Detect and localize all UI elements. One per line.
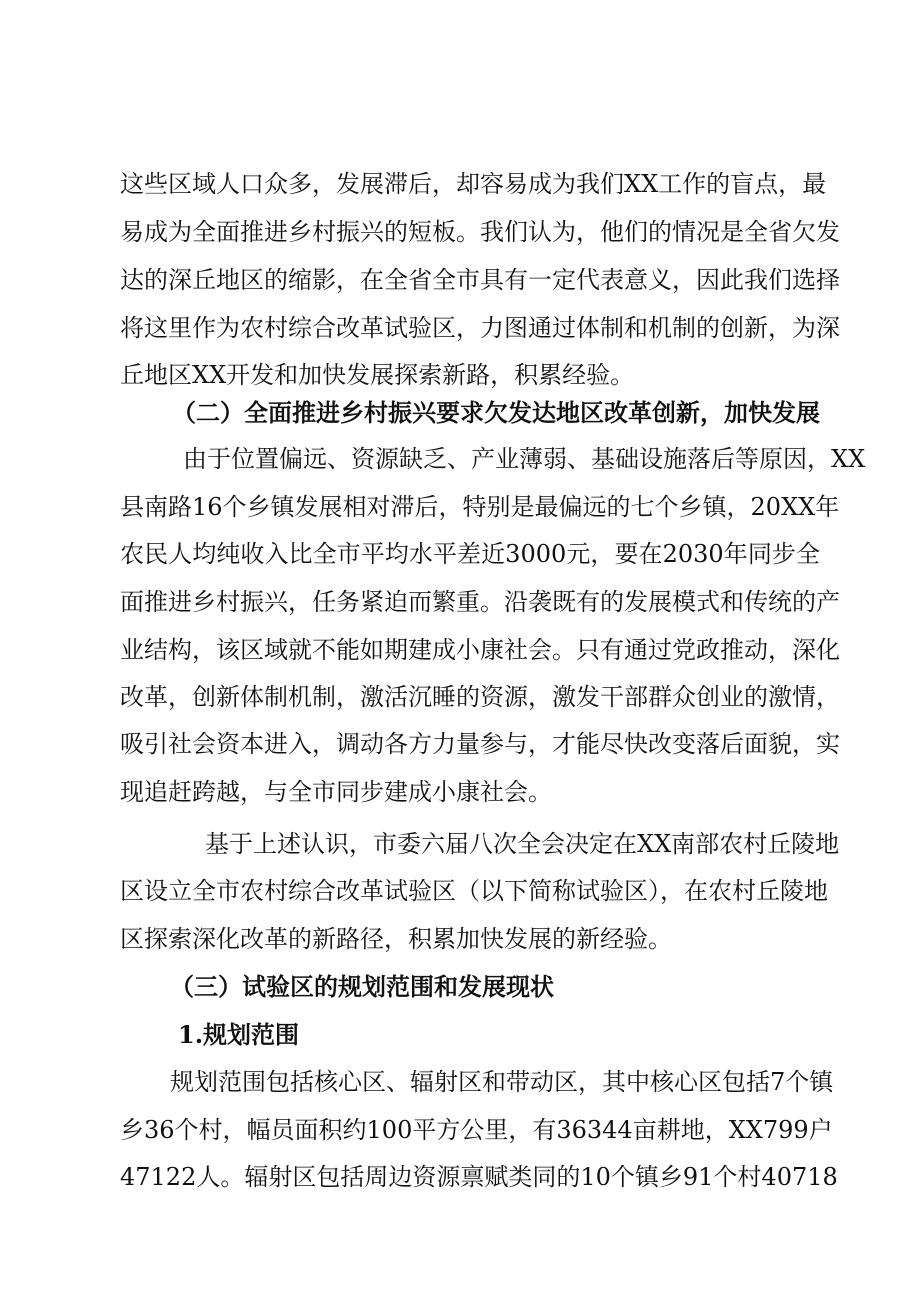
paragraph-line: 区设立全市农村综合改革试验区（以下简称试验区），在农村丘陵地 (120, 877, 828, 905)
paragraph-line: 区探索深化改革的新路径，积累加快发展的新经验。 (120, 925, 672, 953)
paragraph-line: 这些区域人口众多，发展滞后，却容易成为我们XX工作的盲点，最 (120, 170, 827, 198)
paragraph-line: 县南路16个乡镇发展相对滞后，特别是最偏远的七个乡镇，20XX年 (120, 493, 840, 521)
paragraph-line: 规划范围包括核心区、辐射区和带动区，其中核心区包括7个镇 (170, 1068, 834, 1096)
paragraph-line: 改革，创新体制机制，激活沉睡的资源，激发干部群众创业的激情， (120, 683, 840, 711)
paragraph-line: 现追赶跨越，与全市同步建成小康社会。 (120, 778, 552, 806)
section-heading: （三）试验区的规划范围和发展现状 (170, 972, 554, 1001)
paragraph-line: 丘地区XX开发和加快发展探索新路，积累经验。 (120, 361, 635, 389)
paragraph-line: 乡36个村，幅员面积约100平方公里，有36344亩耕地，XX799户 (120, 1116, 833, 1144)
paragraph-line: 农民人均纯收入比全市平均水平差近3000元，要在2030年同步全 (120, 540, 820, 568)
subsection-heading: 1.规划范围 (178, 1020, 300, 1049)
paragraph-line: 业结构，该区域就不能如期建成小康社会。只有通过党政推动，深化 (120, 636, 840, 664)
paragraph-line: 将这里作为农村综合改革试验区，力图通过体制和机制的创新，为深 (120, 314, 840, 342)
paragraph-line: 由于位置偏远、资源缺乏、产业薄弱、基础设施落后等原因，XX (183, 445, 866, 473)
paragraph-line: 吸引社会资本进入，调动各方力量参与，才能尽快改变落后面貌，实 (120, 730, 840, 758)
paragraph-line: 基于上述认识，市委六届八次全会决定在XX南部农村丘陵地 (205, 830, 840, 858)
paragraph-line: 面推进乡村振兴，任务紧迫而繁重。沿袭既有的发展模式和传统的产 (120, 588, 840, 616)
paragraph-line: 达的深丘地区的缩影，在全省全市具有一定代表意义，因此我们选择 (120, 266, 840, 294)
paragraph-line: 易成为全面推进乡村振兴的短板。我们认为，他们的情况是全省欠发 (120, 218, 840, 246)
paragraph-line: 47122人。辐射区包括周边资源禀赋类同的10个镇乡91个村40718 (120, 1163, 838, 1191)
section-heading: （二）全面推进乡村振兴要求欠发达地区改革创新，加快发展 (172, 398, 820, 427)
